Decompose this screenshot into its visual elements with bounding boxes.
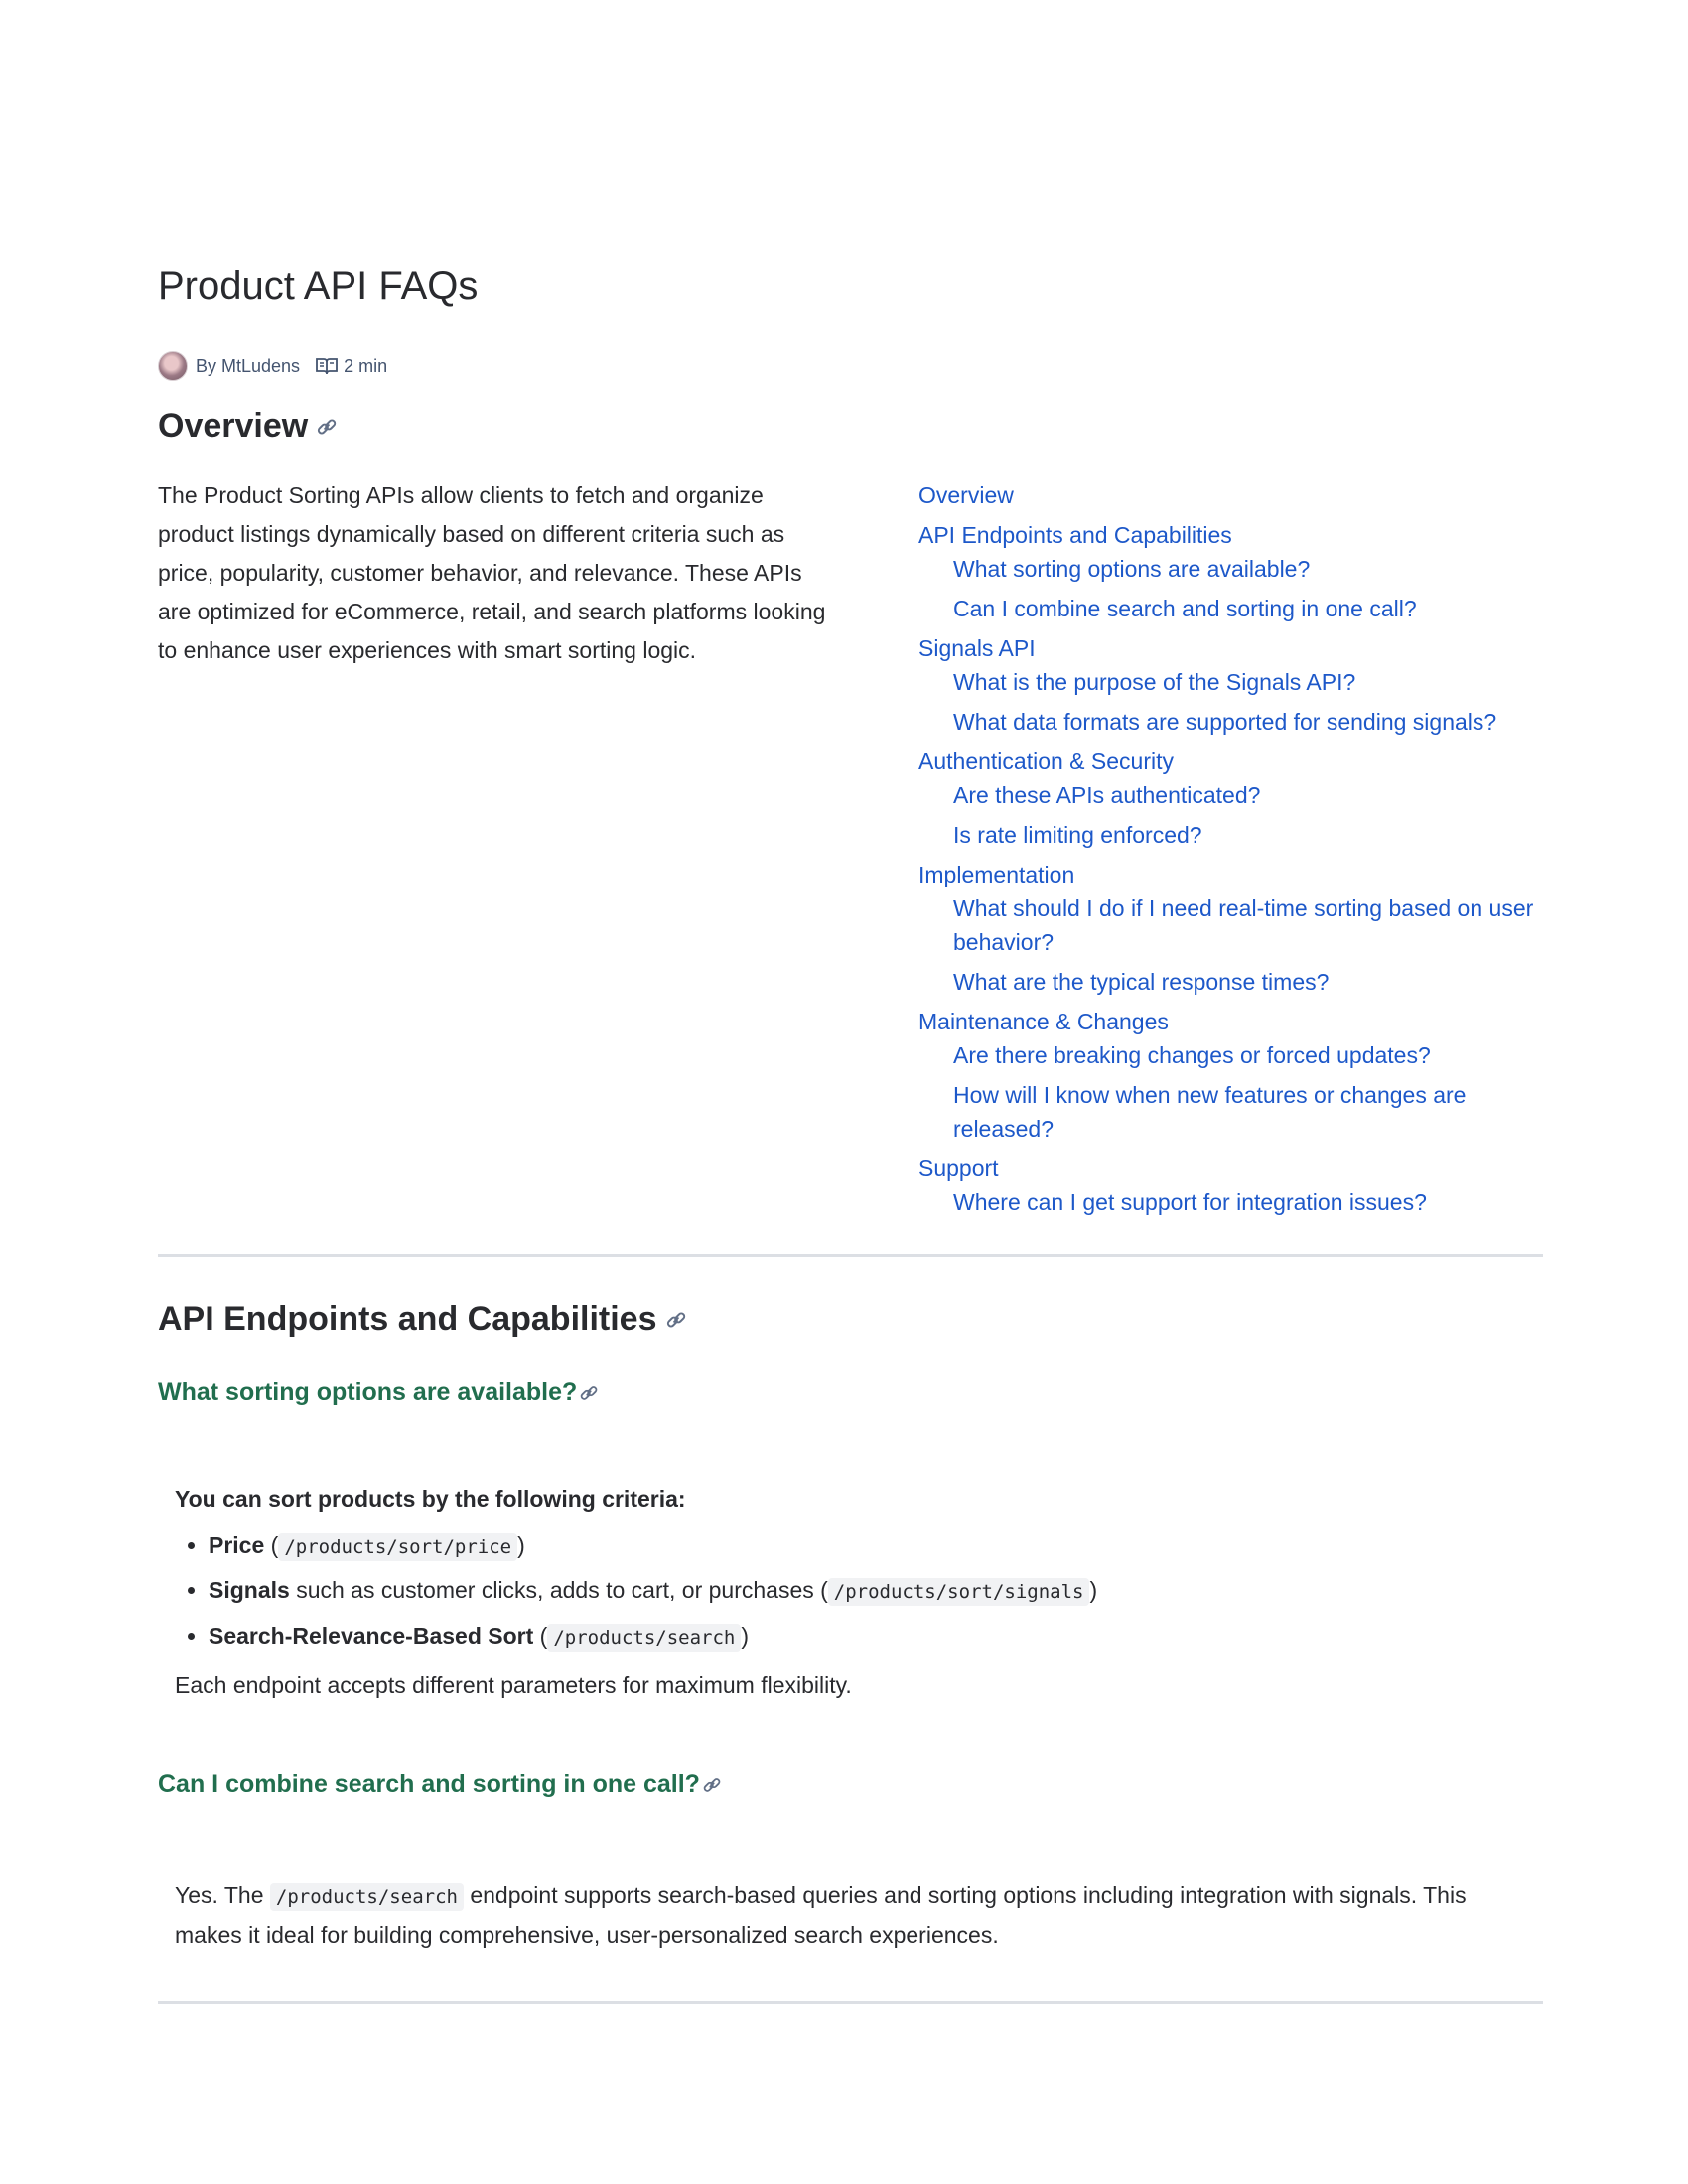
toc-link-realtime-sorting[interactable]: What should I do if I need real-time sorting based on user behavior? <box>953 895 1534 955</box>
toc-link-sorting-options[interactable]: What sorting options are available? <box>953 556 1311 582</box>
toc-link-breaking-changes[interactable]: Are there breaking changes or forced updates? <box>953 1042 1431 1068</box>
code-endpoint: /products/sort/signals <box>828 1578 1090 1606</box>
toc-link-overview[interactable]: Overview <box>918 482 1014 508</box>
link-icon[interactable] <box>579 1383 599 1403</box>
book-open-icon <box>316 356 338 376</box>
toc-link-new-features[interactable]: How will I know when new features or changes are released? <box>953 1082 1467 1142</box>
toc-link-signals-purpose[interactable]: What is the purpose of the Signals API? <box>953 669 1356 695</box>
link-icon[interactable] <box>316 416 338 438</box>
toc-link-rate-limiting[interactable]: Is rate limiting enforced? <box>953 822 1202 848</box>
code-endpoint: /products/search <box>547 1624 741 1652</box>
answer-intro: You can sort products by the following criteria: <box>175 1486 686 1512</box>
link-icon[interactable] <box>665 1309 687 1331</box>
answer-outro: Each endpoint accepts different parameters for maximum flexibility. <box>175 1672 852 1698</box>
read-time: 2 min <box>344 355 388 376</box>
toc-link-combine-search[interactable]: Can I combine search and sorting in one call? <box>953 596 1417 621</box>
link-icon[interactable] <box>702 1775 722 1795</box>
overview-heading: Overview <box>158 407 338 446</box>
list-item: • Price ( /products/sort/price ) <box>209 1523 1535 1569</box>
toc-link-authenticated[interactable]: Are these APIs authenticated? <box>953 782 1261 808</box>
avatar[interactable] <box>158 351 188 381</box>
toc-link-implementation[interactable]: Implementation <box>918 862 1075 887</box>
toc-link-signals-api[interactable]: Signals API <box>918 635 1036 661</box>
toc-link-maintenance[interactable]: Maintenance & Changes <box>918 1009 1169 1034</box>
section-divider <box>158 1254 1543 1257</box>
code-endpoint: /products/sort/price <box>278 1533 517 1561</box>
toc-link-response-times[interactable]: What are the typical response times? <box>953 969 1330 995</box>
answer-combine-search: Yes. The /products/search endpoint supports search-based queries and sorting options including integration with signals. This makes it ideal for building comprehensive, user-personalized search experiences. <box>175 1882 1467 1948</box>
list-item: • Search-Relevance-Based Sort ( /products/search ) <box>209 1614 1535 1660</box>
question-sorting-options: What sorting options are available? <box>158 1378 599 1407</box>
answer-sorting-options <box>175 1486 1535 1699</box>
question-combine-search: Can I combine search and sorting in one call? <box>158 1770 722 1799</box>
section-divider <box>158 2001 1543 2004</box>
table-of-contents <box>918 478 1543 1219</box>
sorting-criteria-list <box>175 1523 1535 1660</box>
toc-link-api-endpoints[interactable]: API Endpoints and Capabilities <box>918 522 1232 548</box>
page-title: Product API FAQs <box>158 264 479 308</box>
toc-link-signals-formats[interactable]: What data formats are supported for sending signals? <box>953 709 1497 735</box>
toc-link-integration-support[interactable]: Where can I get support for integration issues? <box>953 1189 1427 1215</box>
code-endpoint: /products/search <box>270 1883 464 1911</box>
list-item: • Signals such as customer clicks, adds to cart, or purchases ( /products/sort/signals ) <box>209 1569 1535 1614</box>
toc-link-support[interactable]: Support <box>918 1156 999 1181</box>
byline <box>158 351 387 381</box>
overview-paragraph: The Product Sorting APIs allow clients to fetch and organize product listings dynamically based on different criteria such as price, popularity, customer behavior, and relevance. These APIs are optimized for eCommerce, retail, and search platforms looking to enhance user experiences with smart sorting logic. <box>158 482 826 663</box>
endpoints-heading: API Endpoints and Capabilities <box>158 1300 687 1339</box>
author-name[interactable]: By MtLudens <box>196 355 301 376</box>
toc-link-auth-security[interactable]: Authentication & Security <box>918 749 1174 774</box>
